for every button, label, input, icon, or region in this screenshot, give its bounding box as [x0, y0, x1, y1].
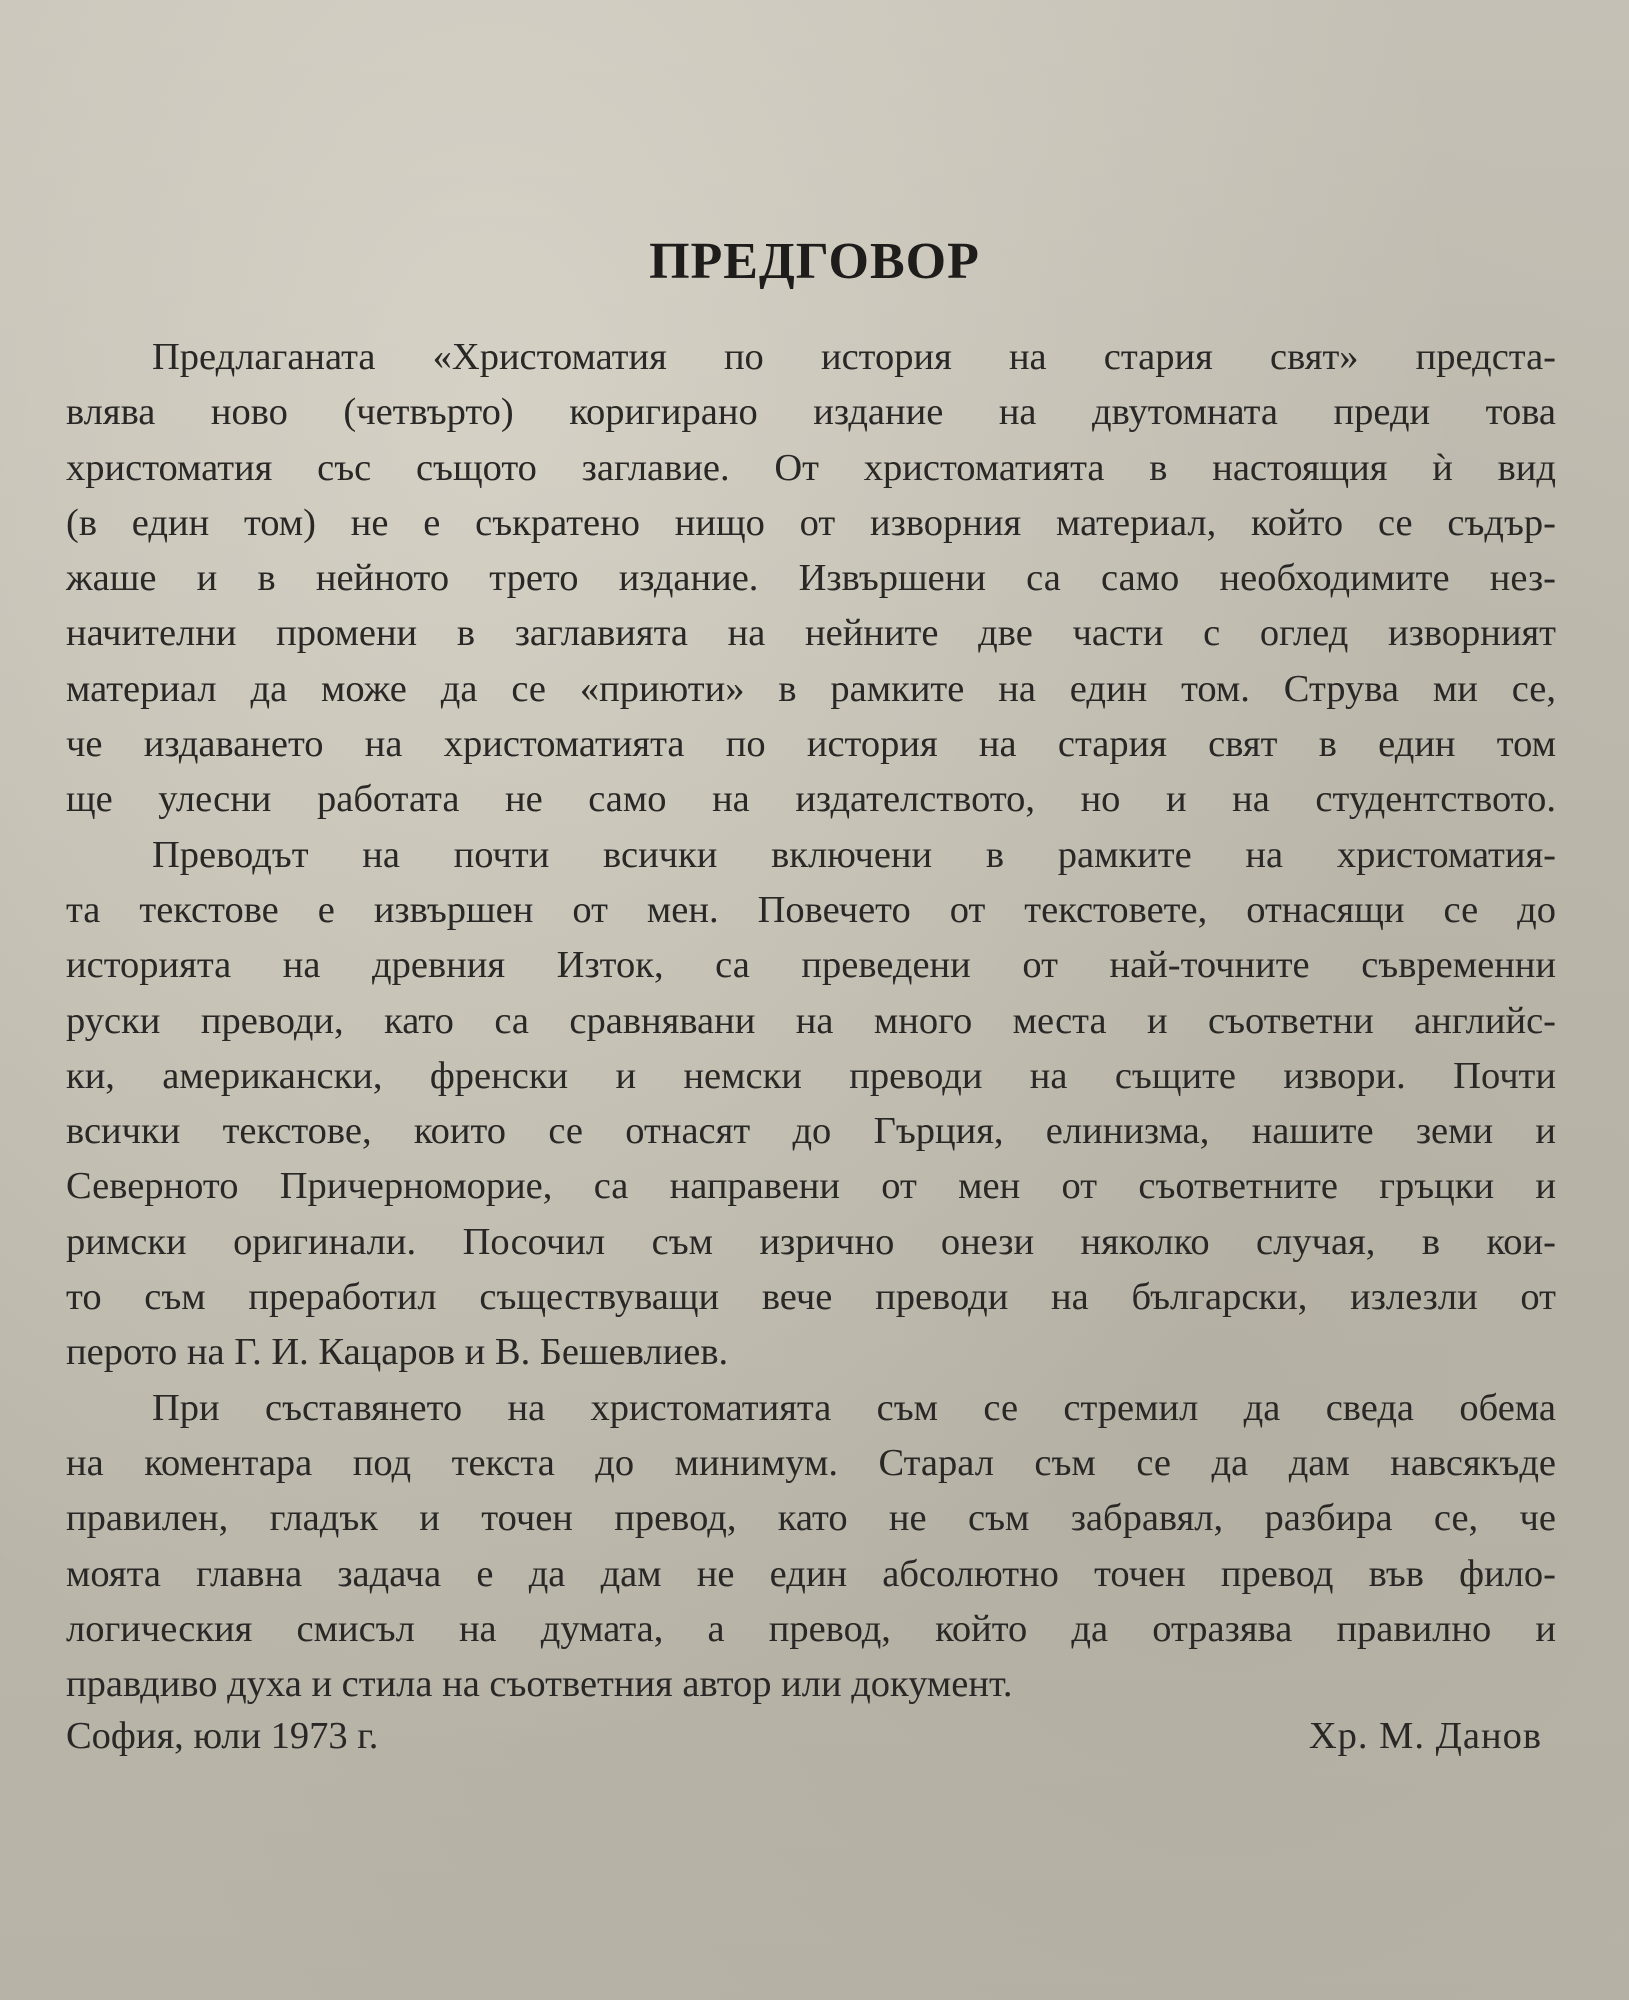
paragraph-2-line-8: римски оригинали. Посочил съм изрично онези няколко случая, в кои-	[66, 1220, 1556, 1263]
paragraph-3-line-3: правилен, гладък и точен превод, като не съм забравял, разбира се, че	[66, 1497, 1556, 1540]
preface-body	[66, 330, 1556, 1712]
paragraph-3-line-6: правдиво духа и стила на съответния автор или документ.	[66, 1663, 1013, 1706]
paragraph-2-line-6: всички текстове, които се отнасят до Гърция, елинизма, нашите земи и	[66, 1110, 1556, 1153]
paragraph-2-line-10: перото на Г. И. Кацаров и В. Бешевлиев.	[66, 1331, 729, 1374]
place-date: София, юли 1973 г.	[66, 1715, 379, 1757]
paragraph-3-line-1: При съставянето на христоматията съм се стремил да сведа обема	[152, 1386, 1556, 1429]
paragraph-1-line-8: че издаването на христоматията по история на стария свят в един том	[66, 723, 1556, 766]
paragraph-3-line-4: моята главна задача е да дам не един абсолютно точен превод във фило-	[66, 1552, 1556, 1595]
paragraph-1-line-9: ще улесни работата не само на издателството, но и на студентството.	[66, 778, 1556, 821]
paragraph-2-line-9: то съм преработил съществуващи вече преводи на български, излезли от	[66, 1276, 1556, 1319]
paragraph-1-line-3: христоматия със същото заглавие. От христоматията в настоящия ѝ вид	[66, 446, 1556, 489]
paragraph-1-line-6: начителни промени в заглавията на нейните две части с оглед изворният	[66, 612, 1556, 655]
paragraph-1-line-7: материал да може да се «приюти» в рамките на един том. Струва ми се,	[66, 667, 1556, 710]
page-title: ПРЕДГОВОР	[649, 233, 980, 290]
paragraph-2-line-2: та текстове е извършен от мен. Повечето от текстовете, отнасящи се до	[66, 888, 1556, 931]
paragraph-1-line-1: Предлаганата «Христоматия по история на стария свят» предста-	[152, 336, 1556, 378]
paragraph-1-line-2: влява ново (четвърто) коригирано издание на двутомната преди това	[66, 391, 1556, 434]
paragraph-3-line-5: логическия смисъл на думата, а превод, който да отразява правилно и	[66, 1607, 1556, 1650]
paragraph-1-line-4: (в един том) не е съкратено нищо от изворния материал, който се съдър-	[66, 501, 1556, 544]
paragraph-2-line-5: ки, американски, френски и немски преводи на същите извори. Почти	[66, 1054, 1556, 1097]
paragraph-2-line-7: Северното Причерноморие, са направени от мен от съответните гръцки и	[66, 1165, 1556, 1208]
signature-row	[66, 1708, 1542, 1764]
paragraph-1-line-5: жаше и в нейното трето издание. Извършени са само необходимите нез-	[66, 557, 1556, 600]
author-name: Хр. М. Данов	[1308, 1715, 1542, 1757]
paragraph-2-line-3: историята на древния Изток, са преведени от най-точните съвременни	[66, 944, 1556, 987]
paragraph-2-line-1: Преводът на почти всички включени в рамките на христоматия-	[152, 833, 1556, 876]
paragraph-2-line-4: руски преводи, като са сравнявани на много места и съответни английс-	[66, 999, 1556, 1042]
paragraph-3-line-2: на коментара под текста до минимум. Старал съм се да дам навсякъде	[66, 1441, 1556, 1484]
